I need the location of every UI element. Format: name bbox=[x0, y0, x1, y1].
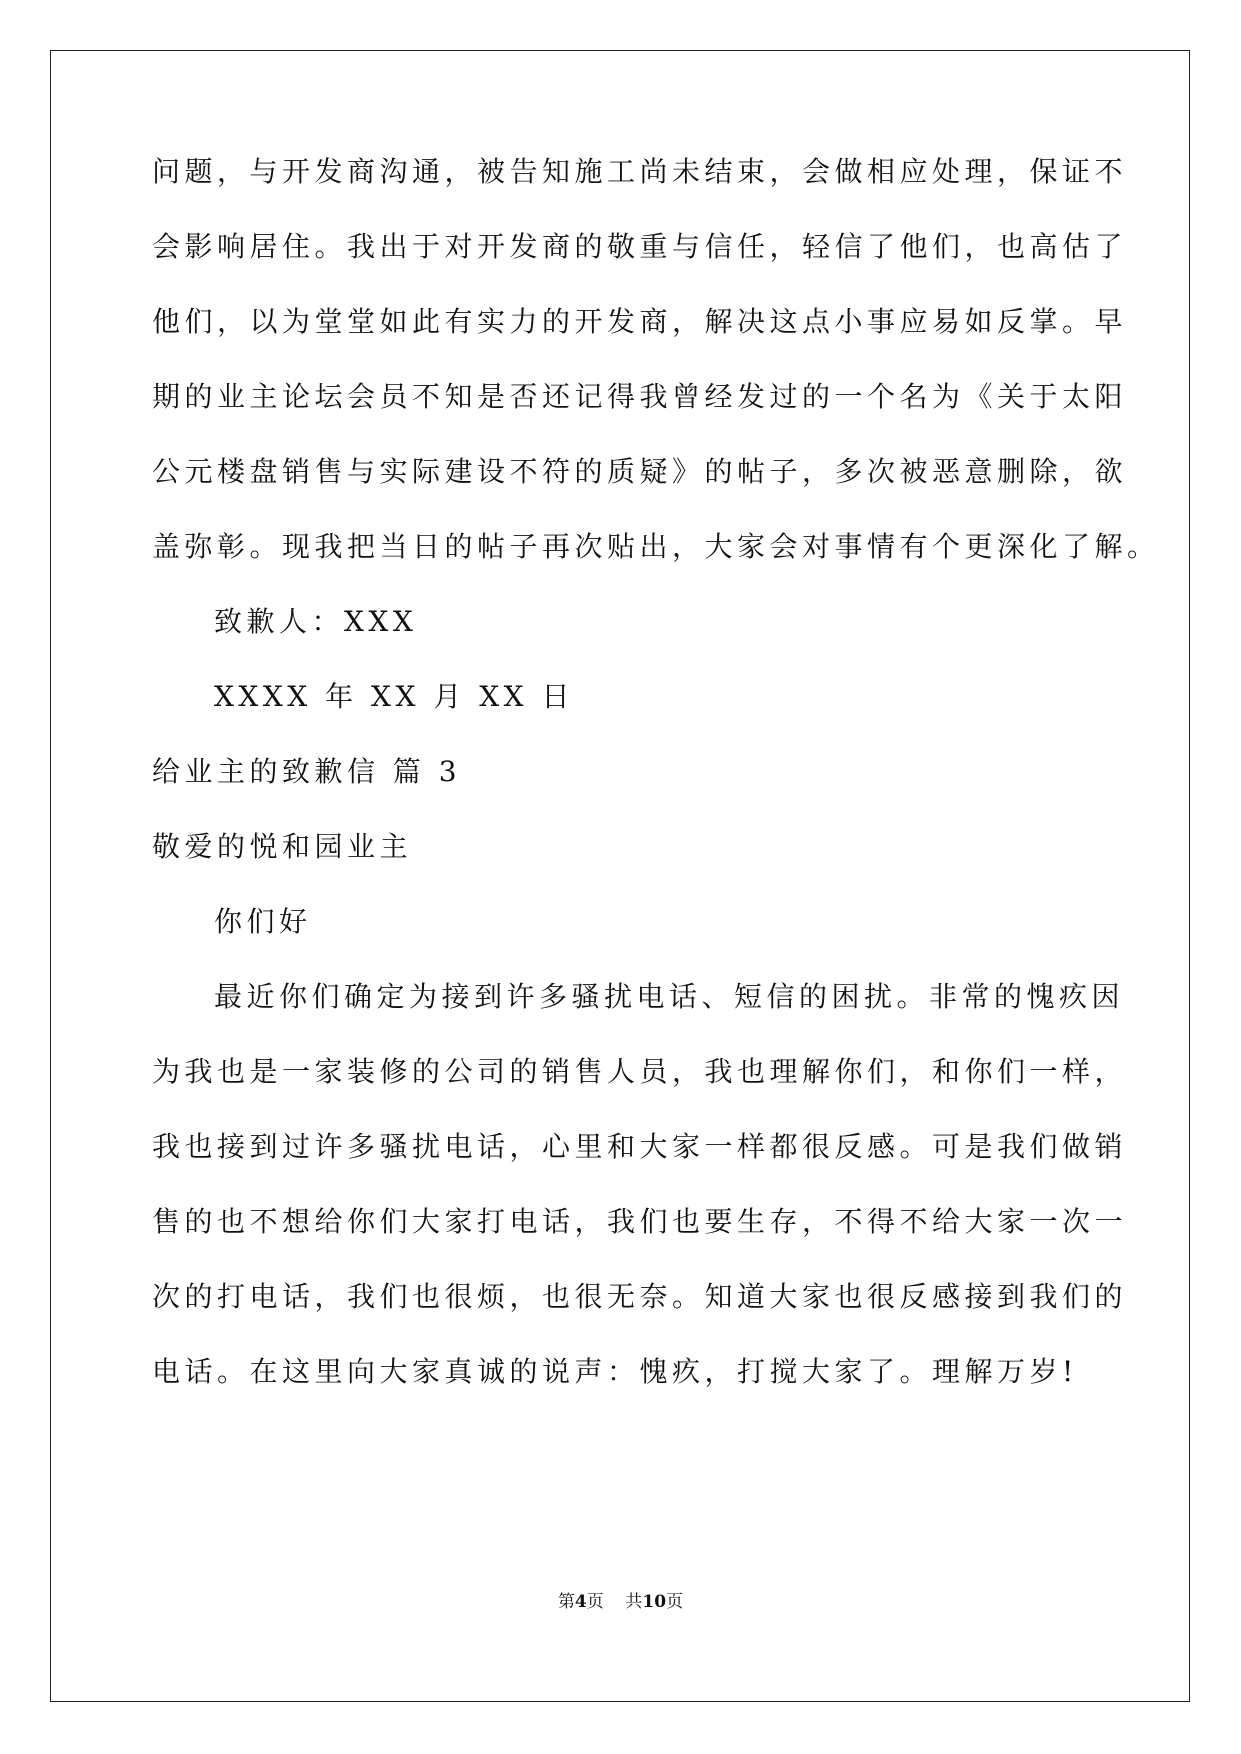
signature-line: 致歉人：XXX bbox=[214, 605, 418, 638]
paragraph-line: 会影响居住。我出于对开发商的敬重与信任，轻信了他们，也高估了 bbox=[152, 230, 1128, 263]
paragraph-line: 盖弥彰。现我把当日的帖子再次贴出，大家会对事情有个更深化了解。 bbox=[152, 530, 1160, 563]
date-line: XXXX 年 XX 月 XX 日 bbox=[214, 680, 574, 713]
total-prefix: 共 bbox=[625, 1592, 643, 1612]
page-number: 4 bbox=[574, 1592, 587, 1612]
greeting: 你们好 bbox=[214, 905, 312, 938]
total-pages: 10 bbox=[642, 1592, 667, 1612]
paragraph-line: 最近你们确定为接到许多骚扰电话、短信的困扰。非常的愧疚因 bbox=[214, 980, 1125, 1013]
paragraph-line: 售的也不想给你们大家打电话，我们也要生存，不得不给大家一次一 bbox=[152, 1205, 1128, 1238]
paragraph-line: 公元楼盘销售与实际建设不符的质疑》的帖子，多次被恶意删除，欲 bbox=[152, 455, 1128, 488]
page-suffix: 页 bbox=[586, 1592, 604, 1612]
salutation: 敬爱的悦和园业主 bbox=[152, 830, 413, 863]
page-prefix: 第 bbox=[557, 1592, 575, 1612]
paragraph-line: 电话。在这里向大家真诚的说声：愧疚，打搅大家了。理解万岁! bbox=[152, 1355, 1078, 1388]
paragraph-line: 为我也是一家装修的公司的销售人员，我也理解你们，和你们一样， bbox=[152, 1055, 1128, 1088]
page-footer bbox=[0, 1590, 1241, 1614]
paragraph-line: 期的业主论坛会员不知是否还记得我曾经发过的一个名为《关于太阳 bbox=[152, 380, 1128, 413]
page-border bbox=[50, 50, 1190, 1702]
total-suffix: 页 bbox=[666, 1592, 684, 1612]
paragraph-line: 问题，与开发商沟通，被告知施工尚未结束，会做相应处理，保证不 bbox=[152, 155, 1128, 188]
paragraph-line: 他们，以为堂堂如此有实力的开发商，解决这点小事应易如反掌。早 bbox=[152, 305, 1128, 338]
paragraph-line: 我也接到过许多骚扰电话，心里和大家一样都很反感。可是我们做销 bbox=[152, 1130, 1128, 1163]
paragraph-line: 次的打电话，我们也很烦，也很无奈。知道大家也很反感接到我们的 bbox=[152, 1280, 1128, 1313]
section-title: 给业主的致歉信 篇 3 bbox=[152, 755, 462, 788]
